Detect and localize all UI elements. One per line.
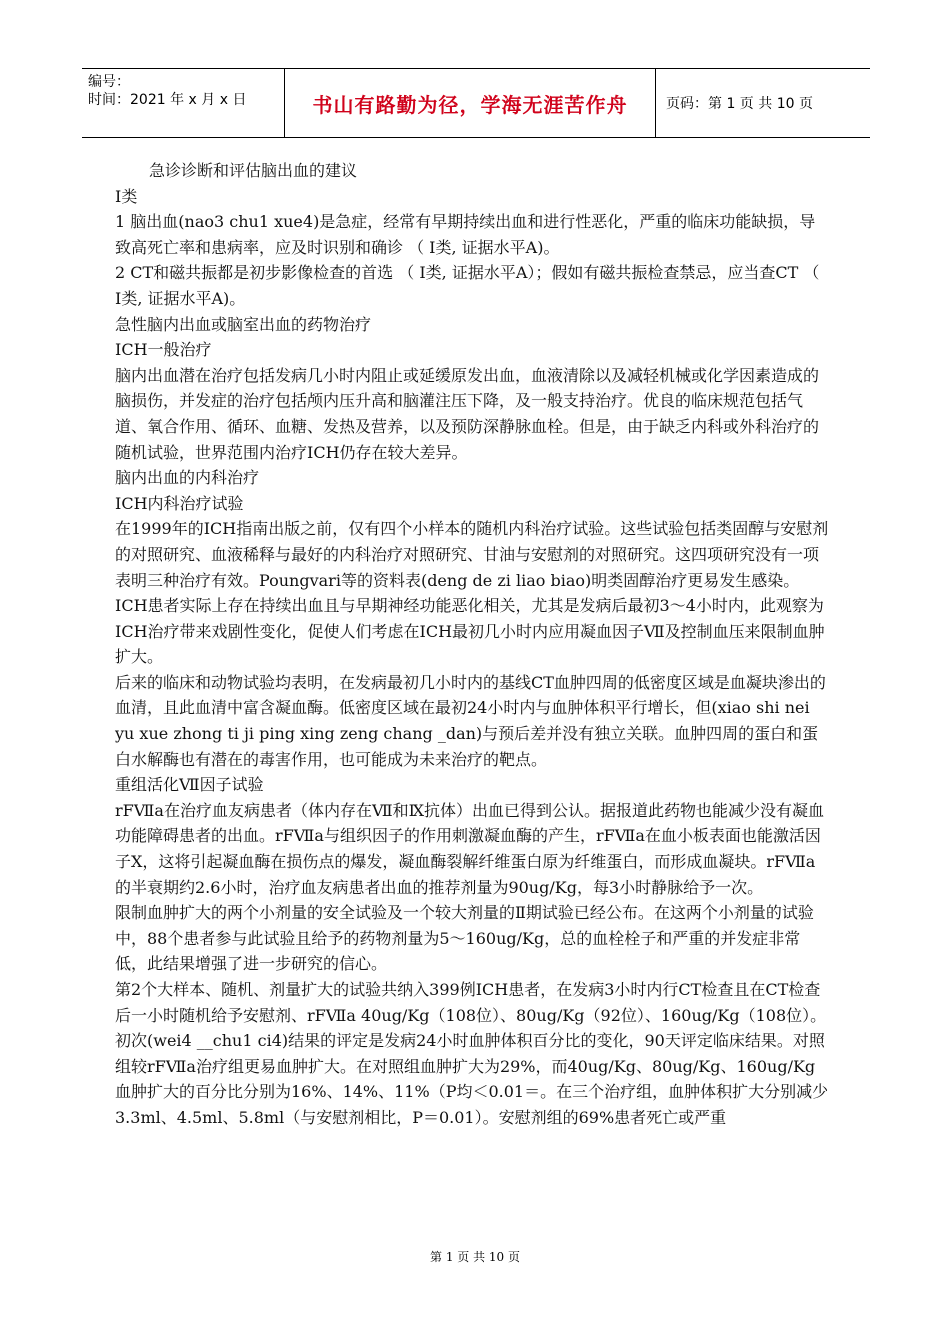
header-page-info: 页码：第 1 页 共 10 页 <box>666 96 813 112</box>
page-footer: 第 1 页 共 10 页 <box>430 1250 520 1264</box>
document-code-label: 编号： <box>88 74 130 90</box>
paragraph: rFⅦa在治疗血友病患者（体内存在Ⅶ和Ⅸ抗体）出血已得到公认。据报道此药物也能减少没有凝血功能障碍患者的出血。rFⅦa与组织因子的作用刺激凝血酶的产生，rFⅦa在血小板表面也能激活因子Ⅹ，这将引起凝血酶在损伤点的爆发，凝血酶裂解纤维蛋白原为纤维蛋白，而形成血凝块。rFⅦa的半衰期约2.6小时，治疗血友病患者出血的推荐剂量为90ug/Kg，每3小时静脉给予一次。 <box>115 800 825 897</box>
section-heading: ICH内科治疗试验 <box>115 493 244 513</box>
paragraph: 1 脑出血(nao3 chu1 xue4)是急症，经常有早期持续出血和进行性恶化，严重的临床功能缺损，导致高死亡率和患病率，应及时识别和确诊 （ Ⅰ类, 证据水平A)。 <box>115 212 816 257</box>
header-motto-cell <box>284 69 656 137</box>
section-heading: 重组活化Ⅶ因子试验 <box>115 775 264 795</box>
paragraph: 脑内出血潜在治疗包括发病几小时内阻止或延缓原发出血，血液清除以及减轻机械或化学因素造成的脑损伤，并发症的治疗包括颅内压升高和脑灌注压下降，及一般支持治疗。优良的临床规范包括气道、氧合作用、循环、血糖、发热及营养，以及预防深静脉血栓。但是，由于缺乏内科或外科治疗的随机试验，世界范围内治疗ICH仍存在较大差异。 <box>115 365 820 462</box>
header-meta <box>82 69 284 137</box>
section-heading: 脑内出血的内科治疗 <box>115 468 260 488</box>
paragraph: 2 CT和磁共振都是初步影像检查的首选 （ Ⅰ类, 证据水平A）；假如有磁共振检查禁忌，应当查CT （ Ⅰ类, 证据水平A)。 <box>115 263 820 308</box>
paragraph: 第2个大样本、随机、剂量扩大的试验共纳入399例ICH患者，在发病3小时内行CT检查且在CT检查后一小时随机给予安慰剂、rFⅦa 40ug/Kg（108位）、80ug/Kg（92位）、160ug/Kg（108位）。初次(wei4 __chu1 ci4)结果的评定是发病24小时血肿体积百分比的变化，90天评定临床结果。对照组较rFⅦa治疗组更易血肿扩大。在对照组血肿扩大为29%，而40ug/Kg、80ug/Kg、160ug/Kg血肿扩大的百分比分别为16%、14%、11%（P均＜0.01＝。在三个治疗组，血肿体积扩大分别减少3.3ml、4.5ml、5.8ml（与安慰剂相比，P＝0.01）。安慰剂组的69%患者死亡或严重 <box>115 980 829 1127</box>
document-date: 时间：2021 年 x 月 x 日 <box>88 92 247 108</box>
paragraph: 在1999年的ICH指南出版之前，仅有四个小样本的随机内科治疗试验。这些试验包括类固醇与安慰剂的对照研究、血液稀释与最好的内科治疗对照研究、甘油与安慰剂的对照研究。这四项研究没有一项表明三种治疗有效。Poungvari等的资料表(deng de zi liao biao)明类固醇治疗更易发生感染。 <box>115 519 829 590</box>
document-title: 急诊诊断和评估脑出血的建议 <box>149 161 358 180</box>
header-motto: 书山有路勤为径，学海无涯苦作舟 <box>312 92 628 117</box>
paragraph: 限制血肿扩大的两个小剂量的安全试验及一个较大剂量的Ⅱ期试验已经公布。在这两个小剂量的试验中，88个患者参与此试验且给予的药物剂量为5～160ug/Kg，总的血栓栓子和严重的并发症非常低，此结果增强了进一步研究的信心。 <box>115 903 814 974</box>
document-body <box>115 158 830 1131</box>
header-table <box>82 68 870 138</box>
header-page-info-cell <box>656 69 870 137</box>
paragraph: ICH患者实际上存在持续出血且与早期神经功能恶化相关，尤其是发病后最初3～4小时内，此观察为ICH治疗带来戏剧性变化，促使人们考虑在ICH最初几小时内应用凝血因子Ⅶ及控制血压来限制血肿扩大。 <box>115 596 825 667</box>
section-heading: ICH一般治疗 <box>115 340 212 360</box>
paragraph: 后来的临床和动物试验均表明，在发病最初几小时内的基线CT血肿四周的低密度区域是血凝块渗出的血清，且此血清中富含凝血酶。低密度区域在最初24小时内与血肿体积平行增长，但(xiao shi nei yu xue zhong ti ji ping xing zeng chang _dan)与预后差并没有独立关联。血肿四周的蛋白和蛋白水解酶也有潜在的毒害作用，也可能成为未来治疗的靶点。 <box>115 672 826 769</box>
paragraph: Ⅰ类 <box>115 186 138 206</box>
section-heading: 急性脑内出血或脑室出血的药物治疗 <box>115 314 372 334</box>
